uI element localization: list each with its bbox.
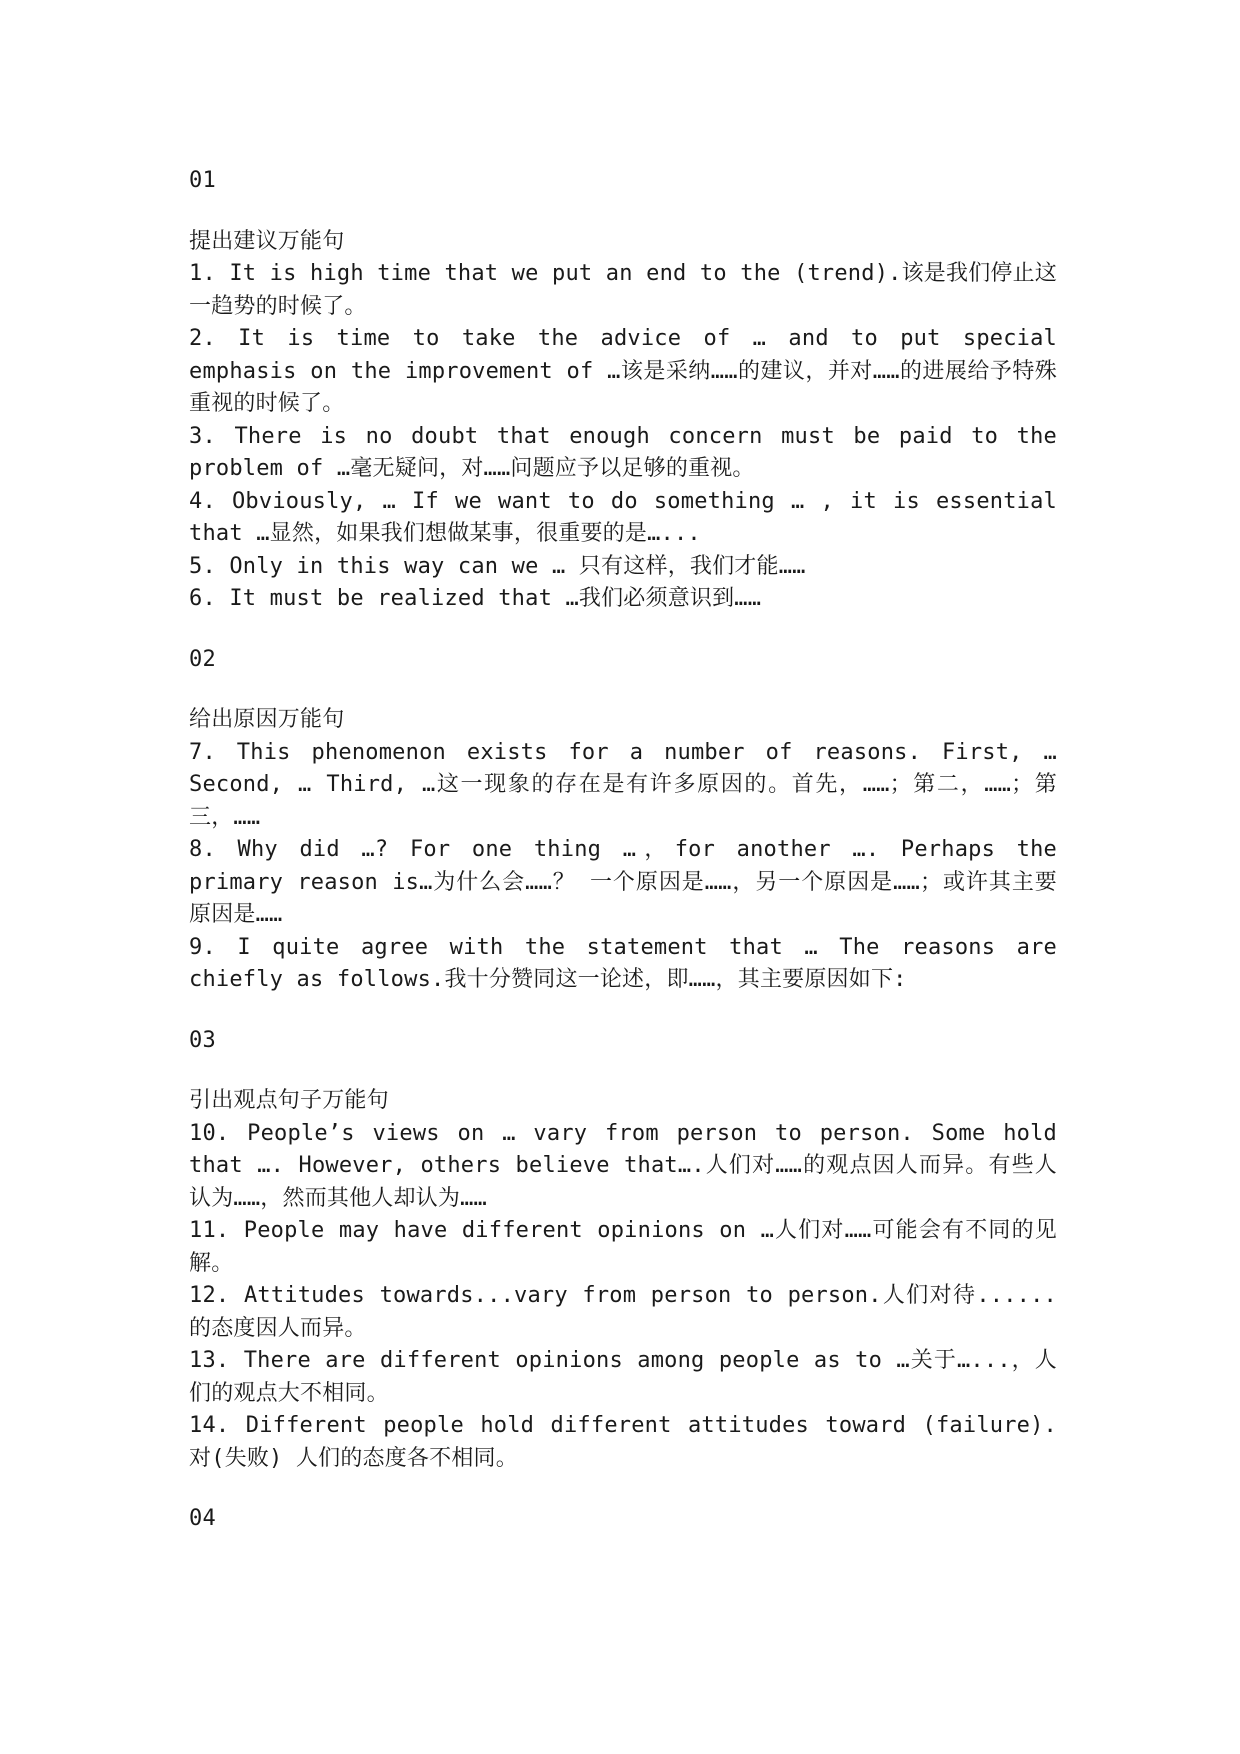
list-item: 7. This phenomenon exists for a number of reasons. First, … Second, … Third, …这一现象的存在是有许多原因的。首先，……；第二，……；第三，…… bbox=[189, 739, 1057, 830]
list-item: 4. Obviously, … If we want to do something … , it is essential that …显然，如果我们想做某事，很重要的是…... bbox=[189, 488, 1057, 546]
section-01 bbox=[189, 165, 1057, 616]
section-02 bbox=[189, 644, 1057, 997]
list-item: 3. There is no doubt that enough concern must be paid to the problem of …毫无疑问，对……问题应予以足够的重视。 bbox=[189, 423, 1057, 481]
list-item: 6. It must be realized that …我们必须意识到…… bbox=[189, 586, 762, 611]
list-item: 1. It is high time that we put an end to the (trend).该是我们停止这一趋势的时候了。 bbox=[189, 261, 1057, 319]
section-title: 给出原因万能句 bbox=[189, 707, 345, 732]
list-item: 5. Only in this way can we … 只有这样，我们才能…… bbox=[189, 553, 806, 579]
list-item: 9. I quite agree with the statement that … The reasons are chiefly as follows.我十分赞同这一论述，即……，其主要原因如下: bbox=[189, 934, 1057, 992]
section-04 bbox=[189, 1503, 1057, 1536]
list-item: 8. Why did …? For one thing …，for another …. Perhaps the primary reason is…为什么会……？ 一个原因是……，另一个原因是……；或许其主要原因是…… bbox=[189, 837, 1057, 927]
section-number: 03 bbox=[189, 1027, 216, 1053]
section-title: 提出建议万能句 bbox=[189, 228, 345, 254]
section-number: 02 bbox=[189, 646, 216, 672]
section-title: 引出观点句子万能句 bbox=[189, 1088, 389, 1113]
list-item: 2. It is time to take the advice of … and to put special emphasis on the improvement of …该是采纳……的建议，并对……的进展给予特殊重视的时候了。 bbox=[189, 326, 1057, 416]
list-item: 10. People’s views on … vary from person to person. Some hold that …. However, others believe that….人们对……的观点因人而异。有些人认为……，然而其他人却认为…… bbox=[189, 1120, 1057, 1211]
list-item: 14. Different people hold different attitudes toward (failure). 对(失败) 人们的态度各不相同。 bbox=[189, 1413, 1057, 1471]
section-number: 04 bbox=[189, 1506, 216, 1531]
list-item: 11. People may have different opinions on …人们对……可能会有不同的见解。 bbox=[189, 1218, 1057, 1276]
section-03 bbox=[189, 1025, 1057, 1476]
list-item: 13. There are different opinions among people as to …关于…...，人们的观点大不相同。 bbox=[189, 1348, 1057, 1406]
list-item: 12. Attitudes towards...vary from person to person.人们对待......的态度因人而异。 bbox=[189, 1283, 1057, 1341]
section-number: 01 bbox=[189, 168, 216, 193]
document-content bbox=[189, 165, 1057, 1564]
